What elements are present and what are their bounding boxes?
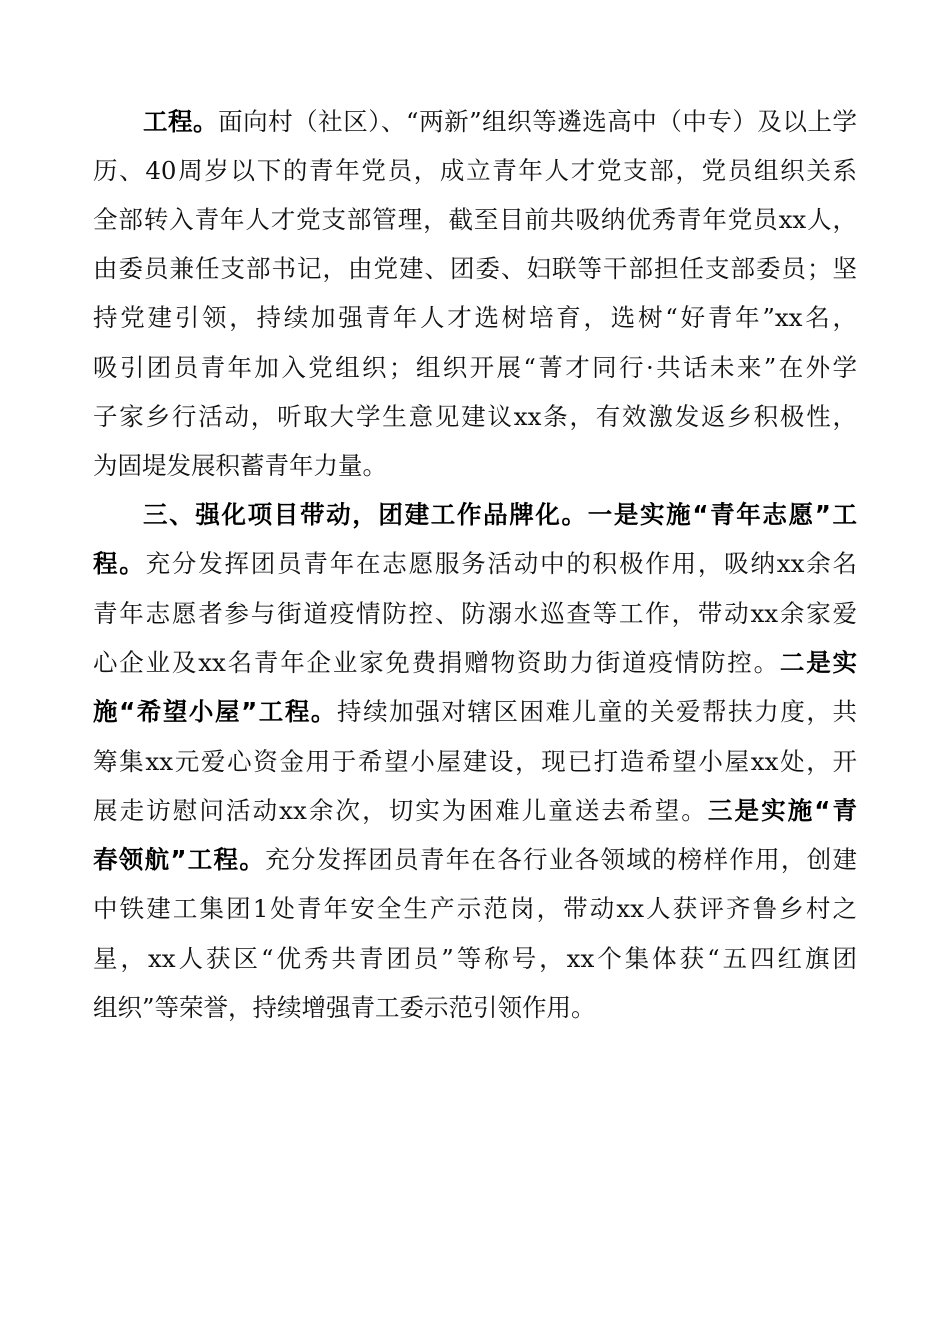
text-line [93, 939, 857, 979]
text-line [93, 594, 857, 634]
body-text: 子家乡行活动，听取大学生意见建议xx条，有效激发返乡积极性， [93, 402, 857, 431]
text-line [93, 742, 857, 782]
text-line [93, 249, 857, 289]
text-line [93, 397, 857, 437]
body-text: 组织”等荣誉，持续增强青工委示范引领作用。 [93, 993, 596, 1022]
text-line [93, 791, 857, 831]
body-text: 充分发挥团员青年在志愿服务活动中的积极作用，吸纳xx余名 [145, 549, 858, 578]
text-line [93, 348, 857, 388]
bold-text: 三是实施“青 [707, 796, 857, 825]
body-text: 持续加强对辖区困难儿童的关爱帮扶力度，共 [337, 697, 857, 726]
bold-text: 工程。 [143, 107, 219, 136]
text-line [143, 495, 857, 535]
body-text: 心企业及xx名青年企业家免费捐赠物资助力街道疫情防控。 [93, 648, 780, 677]
text-line [93, 988, 596, 1028]
body-text: 为固堤发展积蓄青年力量。 [93, 451, 387, 480]
body-text: 展走访慰问活动xx余次，切实为困难儿童送去希望。 [93, 796, 708, 825]
body-text: 历、40周岁以下的青年党员，成立青年人才党支部，党员组织关系 [93, 156, 857, 185]
text-line [143, 102, 857, 142]
body-text: 青年志愿者参与街道疫情防控、防溺水巡查等工作，带动xx余家爱 [93, 599, 857, 628]
body-text: 由委员兼任支部书记，由党建、团委、妇联等干部担任支部委员；坚 [93, 254, 857, 283]
bold-text: 三、强化项目带动，团建工作品牌化。一是实施“青年志愿”工 [143, 500, 857, 529]
body-text: 中铁建工集团1处青年安全生产示范岗，带动xx人获评齐鲁乡村之 [93, 894, 857, 923]
body-text: 全部转入青年人才党支部管理，截至目前共吸纳优秀青年党员xx人， [93, 205, 857, 234]
bold-text: 施“希望小屋”工程。 [93, 697, 337, 726]
bold-text: 春领航”工程。 [93, 845, 266, 874]
body-text: 持党建引领，持续加强青年人才选树培育，选树“好青年”xx名， [93, 303, 857, 332]
text-line [93, 298, 857, 338]
body-text: 星，xx人获区“优秀共青团员”等称号，xx个集体获“五四红旗团 [93, 944, 857, 973]
body-text: 吸引团员青年加入党组织；组织开展“菁才同行·共话未来”在外学 [93, 353, 857, 382]
text-line [93, 446, 387, 486]
text-line [93, 889, 857, 929]
text-line [93, 840, 857, 880]
body-text: 面向村（社区）、“两新”组织等遴选高中（中专）及以上学 [218, 107, 857, 136]
text-line [93, 200, 857, 240]
text-line [93, 151, 857, 191]
text-line [93, 692, 857, 732]
body-text: 充分发挥团员青年在各行业各领域的榜样作用，创建 [265, 845, 858, 874]
bold-text: 二是实 [779, 648, 858, 677]
text-line [93, 544, 857, 584]
body-text: 筹集xx元爱心资金用于希望小屋建设，现已打造希望小屋xx处，开 [93, 747, 857, 776]
bold-text: 程。 [93, 549, 146, 578]
text-line [93, 643, 857, 683]
